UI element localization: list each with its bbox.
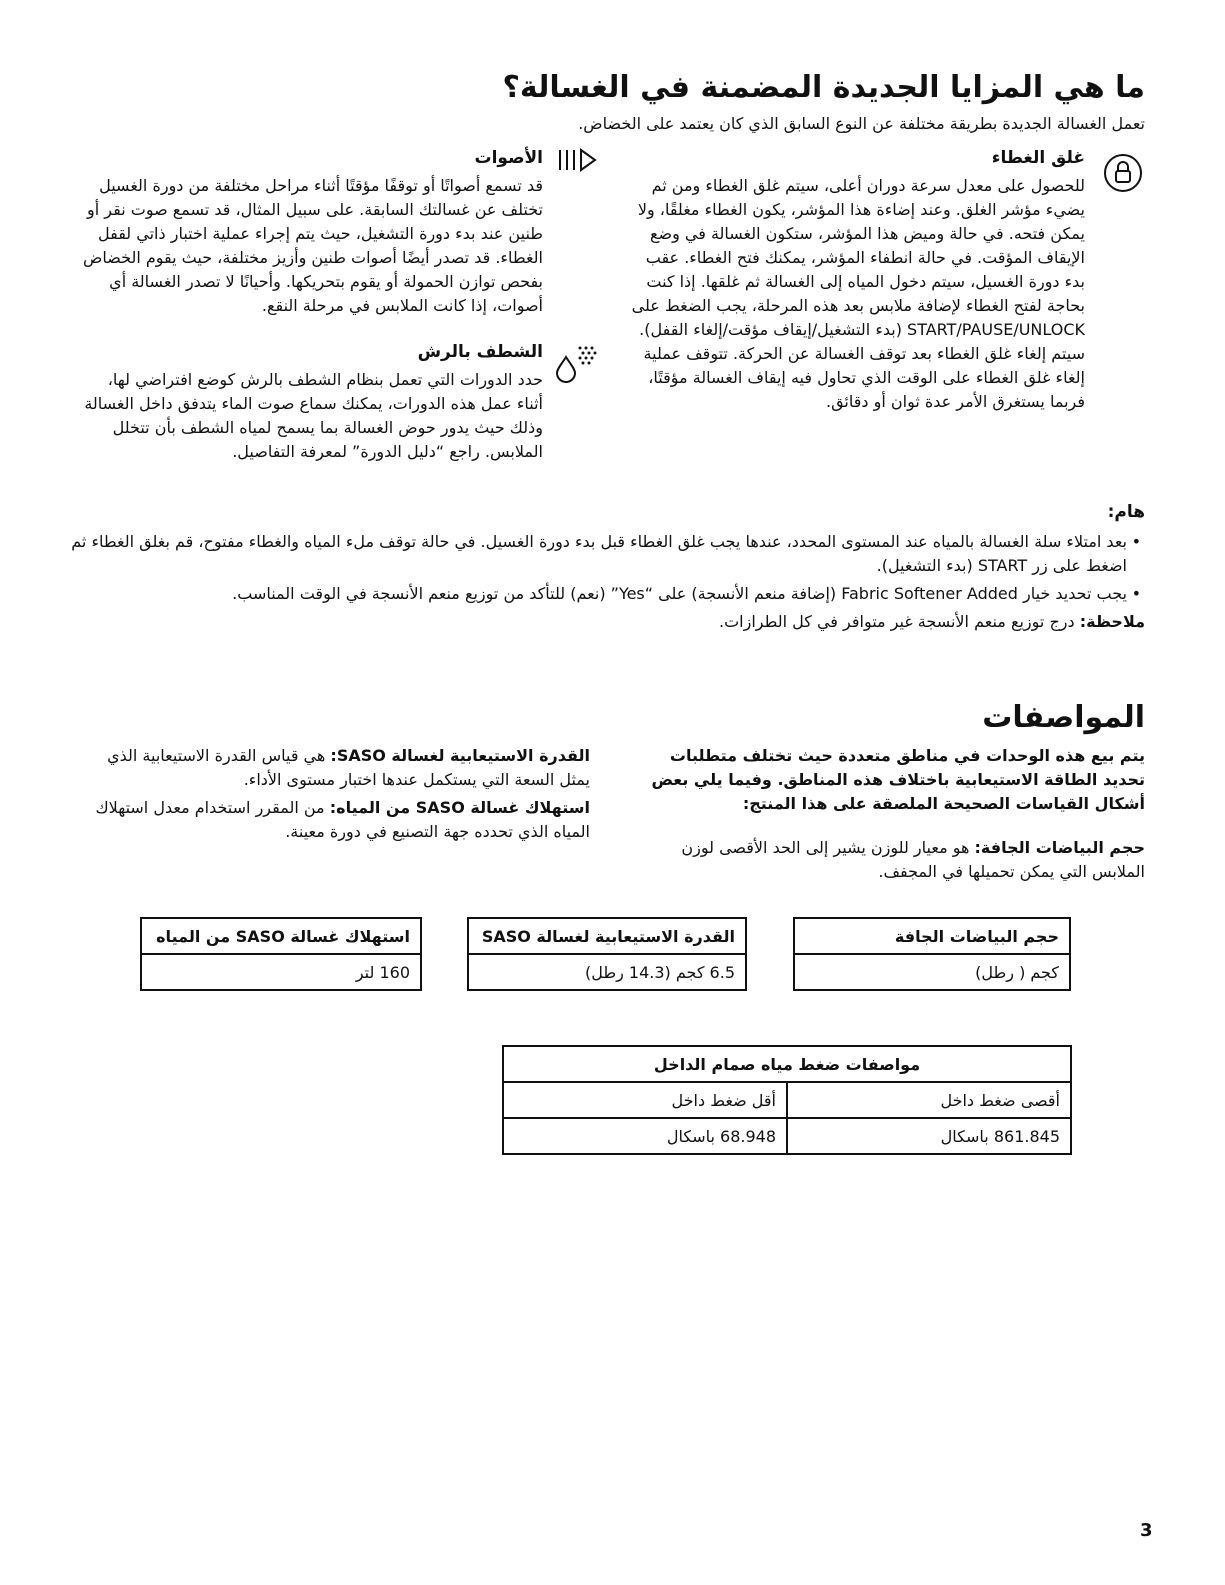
important-list [65, 530, 1145, 606]
sounds-body: قد تسمع أصواتًا أو توقفًا مؤقتًا أثناء مراحل مختلفة من دورة الغسيل تختلف عن غسالتك السابقة. على سبيل المثال، قد تسمع صوت نقر أو طنين عند بدء دورة التشغيل، حيث يتم إجراء عملية اختبار ذاتي لقفل الغطاء. قد تصدر أيضًا أصوات طنين وأزيز مختلفة، حيث يقوم الخضاض بفحص توازن الحمولة أو يقوم بتحريكها. وأحيانًا لا تصدر الغسالة أي أصوات، إذا كانت الملابس في مرحلة النقع. [83, 176, 543, 315]
water-value: 160 لتر [141, 954, 421, 990]
water-header: استهلاك غسالة SASO من المياه [141, 918, 421, 954]
page-number: 3 [1140, 1520, 1153, 1541]
intro-text: تعمل الغسالة الجديدة بطريقة مختلفة عن النوع السابق الذي كان يعتمد على الخضاض. [578, 114, 1145, 133]
capacity-label: القدرة الاستيعابية لغسالة SASO: [330, 746, 590, 765]
note-text: درج توزيع منعم الأنسجة غير متوافر في كل الطرازات. [719, 612, 1075, 631]
spray-rinse-heading: الشطف بالرش [417, 342, 543, 362]
page-title: ما هي المزايا الجديدة المضمنة في الغسالة؟ [502, 70, 1145, 105]
dry-load-header: حجم البياضات الجافة [794, 918, 1070, 954]
dry-load-text [625, 836, 1145, 884]
dry-load-label: حجم البياضات الجافة: [974, 838, 1145, 857]
lock-icon [1102, 152, 1144, 194]
important-item: • بعد امتلاء سلة الغسالة بالمياه عند المستوى المحدد، عندها يجب غلق الغطاء قبل بدء دورة الغسيل. في حالة توقف ملء المياه والغطاء مفتوح، قم بغلق الغطاء ثم اضغط على زر START (بدء التشغيل). [65, 530, 1127, 578]
sounds-heading: الأصوات [474, 148, 543, 168]
important-item: • يجب تحديد خيار Fabric Softener Added (إضافة منعم الأنسجة) على “Yes” (نعم) للتأكد من توزيع منعم الأنسجة في الوقت المناسب. [65, 582, 1127, 606]
pressure-table [502, 1045, 1072, 1155]
dry-load-desc: هو معيار للوزن يشير إلى الحد الأقصى لوزن الملابس التي يمكن تحميلها في المجفف. [681, 838, 1145, 881]
capacity-text [80, 744, 590, 792]
capacity-header: القدرة الاستيعابية لغسالة SASO [468, 918, 746, 954]
pressure-val-max: 861.845 باسكال [787, 1118, 1071, 1154]
spray-rinse-body: حدد الدورات التي تعمل بنظام الشطف بالرش كوضع افتراضي لها، أثناء عمل هذه الدورات، يمكنك سماع صوت الماء يتدفق داخل الغسالة وذلك حيث يدور حوض الغسالة بما يسمح لمياه الشطف بأن تتخلل الملابس. راجع “دليل الدورة” لمعرفة التفاصيل. [84, 370, 543, 461]
water-table [140, 917, 422, 991]
lid-lock-body: للحصول على معدل سرعة دوران أعلى، سيتم غلق الغطاء ومن ثم يضيء مؤشر الغلق. وعند إضاءة هذا المؤشر، يكون الغطاء مغلقًا، ولا يمكن فتحه. في حالة وميض هذا المؤشر، ستكون الغسالة في وضع الإيقاف المؤقت. في حالة انطفاء المؤشر، يمكنك فتح الغطاء. عقب بدء دورة الغسيل، سيتم دخول المياه إلى الغسالة ثم غلقها. إذا كنت بحاجة لفتح الغطاء لإضافة ملابس بعد هذه المرحلة، يجب الضغط على START/PAUSE/UNLOCK (بدء التشغيل/إيقاف مؤقت/إلغاء القفل). سيتم إلغاء غلق الغطاء بعد توقف الغسالة عن الحركة. تتوقف عملية إلغاء غلق الغطاء على الوقت الذي تحاول فيه إيقاف الغسالة مؤقتًا، فربما يستغرق الأمر عدة ثوان أو دقائق. [631, 176, 1085, 411]
specs-title: المواصفات [982, 700, 1145, 735]
capacity-table [467, 917, 747, 991]
note [145, 610, 1145, 634]
pressure-val-min: 68.948 باسكال [503, 1118, 787, 1154]
note-label: ملاحظة: [1079, 612, 1145, 631]
lid-lock-heading: غلق الغطاء [991, 148, 1085, 168]
dry-load-value: كجم ( رطل) [794, 954, 1070, 990]
capacity-desc: هي قياس القدرة الاستيعابية الذي يمثل السعة التي يستكمل عندها اختبار مستوى الأداء. [107, 746, 590, 789]
specs-intro: يتم بيع هذه الوحدات في مناطق متعددة حيث تختلف متطلبات تحديد الطاقة الاستيعابية باختلاف هذه المناطق. وفيما يلي بعض أشكال القياسات الصحيحة الملصقة على هذا المنتج: [651, 746, 1145, 813]
pressure-title: مواصفات ضغط مياه صمام الداخل [503, 1046, 1071, 1082]
water-desc: من المقرر استخدام معدل استهلاك المياه الذي تحدده جهة التصنيع في دورة معينة. [95, 798, 590, 841]
water-text [80, 796, 590, 844]
spray-rinse-icon [552, 343, 598, 383]
water-label: استهلاك غسالة SASO من المياه: [329, 798, 590, 817]
capacity-value: 6.5 كجم (14.3 رطل) [468, 954, 746, 990]
pressure-col-min: أقل ضغط داخل [503, 1082, 787, 1118]
important-label: هام: [1107, 502, 1145, 522]
pressure-col-max: أقصى ضغط داخل [787, 1082, 1071, 1118]
sound-icon [557, 147, 599, 173]
dry-load-table [793, 917, 1071, 991]
